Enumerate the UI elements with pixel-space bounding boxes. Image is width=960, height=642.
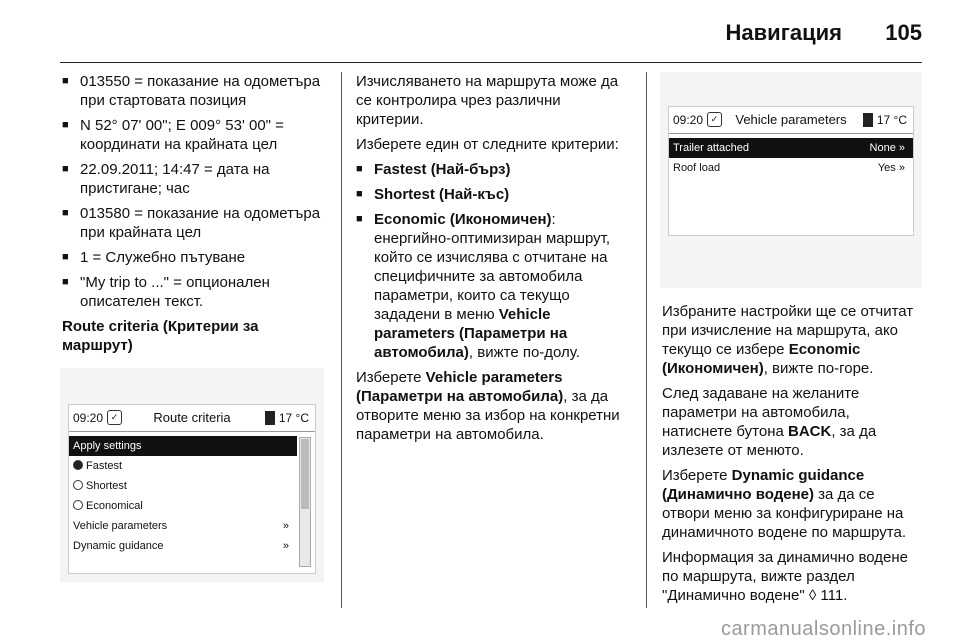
- section-heading: Route criteria (Критерии за маршрут): [62, 318, 259, 354]
- menu-item-label: Shortest: [86, 480, 127, 492]
- page-title: Навигация: [725, 20, 842, 45]
- bold-text: Vehicle parameters (Параметри на автомобила): [356, 369, 564, 405]
- menu-item-economical[interactable]: [69, 496, 297, 516]
- column-divider: [341, 72, 342, 608]
- column-1: [62, 72, 324, 361]
- route-criteria-screenshot: [60, 368, 324, 582]
- menu-item-apply-settings[interactable]: [69, 436, 297, 456]
- vehicle-parameters-screenshot: [660, 72, 922, 288]
- list-item: ■ Shortest (Най-къс): [356, 185, 632, 204]
- text: , вижте по-горе.: [763, 360, 874, 377]
- list-item: ■ 1 = Служебно пътуване: [62, 248, 324, 267]
- screen-title: Route criteria: [153, 410, 231, 425]
- list-item: ■ "My trip to ..." = опционален описателен текст.: [62, 273, 324, 311]
- menu-item-value: [870, 138, 905, 158]
- list-item: ■ 013580 = показание на одометъра при крайната цел: [62, 204, 324, 242]
- screen-title: Vehicle parameters: [735, 112, 847, 127]
- phone-icon: [863, 113, 873, 127]
- list-item: ■ 013550 = показание на одометъра при стартовата позиция: [62, 72, 324, 110]
- text: Информация за динамично водене по маршрута, вижте раздел "Динамично водене": [662, 549, 908, 604]
- temperature: [265, 411, 309, 425]
- menu-item-fastest[interactable]: [69, 456, 297, 476]
- text: Изберете: [662, 467, 728, 484]
- page-number: 105: [885, 20, 922, 45]
- watermark: carmanualsonline.info: [720, 618, 926, 640]
- text: , за да излезете от менюто.: [662, 423, 877, 459]
- list-item: [356, 210, 632, 362]
- text: , вижте по-долу.: [468, 344, 580, 361]
- paragraph: [662, 548, 924, 605]
- text: за да се отвори меню за конфигуриране на динамичното водене по маршрута.: [662, 486, 907, 541]
- menu-item-vehicle-parameters[interactable]: [69, 516, 297, 536]
- radio-icon: [73, 500, 83, 510]
- chevron-right-icon: »: [282, 520, 289, 532]
- header-rule: [60, 62, 922, 63]
- menu-item-label: Apply settings: [73, 440, 142, 452]
- temperature-text: 17 °C: [278, 411, 309, 425]
- bold-text: Economic (Икономичен): [374, 211, 552, 228]
- menu-item-label: Fastest: [86, 460, 123, 472]
- chevron-right-icon: »: [898, 142, 905, 154]
- text: : енергийно-оптимизиран маршрут, който се изчислява с отчитане на специфичните за автомобила параметри, които са текущо зададени в меню: [374, 211, 611, 323]
- page-reference[interactable]: 111.: [820, 587, 848, 604]
- column-divider: [646, 72, 647, 608]
- menu-item-shortest[interactable]: [69, 476, 297, 496]
- paragraph: Изчисляването на маршрута може да се контролира чрез различни критерии.: [356, 73, 619, 128]
- temperature-text: 17 °C: [876, 113, 907, 127]
- radio-selected-icon: [73, 460, 83, 470]
- scrollbar[interactable]: [299, 437, 311, 567]
- text: Изберете: [356, 369, 422, 386]
- menu-item-label: Economical: [86, 500, 143, 512]
- menu-item-trailer-attached[interactable]: [669, 138, 913, 158]
- list-item: ■ 22.09.2011; 14:47 = дата на пристигане; час: [62, 160, 324, 198]
- menu-item-label: Vehicle parameters: [73, 520, 168, 532]
- paragraph: [662, 466, 924, 542]
- clock-text: 09:20: [673, 113, 704, 127]
- page-header: [60, 18, 922, 54]
- phone-icon: [265, 411, 275, 425]
- menu-item-label: Roof load: [673, 162, 721, 174]
- chevron-right-icon: »: [898, 162, 905, 174]
- column-3: [662, 302, 924, 611]
- menu-item-dynamic-guidance[interactable]: [69, 536, 297, 556]
- list-item: ■ Fastest (Най-бърз): [356, 160, 632, 179]
- value-text: None: [869, 142, 896, 154]
- bold-text: BACK: [788, 423, 832, 440]
- status-bar: [69, 405, 315, 432]
- scrollbar-thumb[interactable]: [301, 439, 309, 509]
- status-bar: [669, 107, 913, 134]
- bold-text: Economic (Икономичен): [662, 341, 861, 377]
- menu-item-label: Dynamic guidance: [73, 540, 164, 552]
- trip-icon: ✓: [107, 410, 122, 425]
- radio-icon: [73, 480, 83, 490]
- bold-text: Vehicle parameters (Параметри на автомобила): [374, 306, 568, 361]
- paragraph: [356, 368, 632, 444]
- list-item: ■ N 52° 07' 00"; E 009° 53' 00" = координати на крайната цел: [62, 116, 324, 154]
- menu-item-label: Trailer attached: [673, 142, 750, 154]
- temperature: [863, 113, 907, 127]
- menu-item-roof-load[interactable]: [669, 158, 913, 178]
- text: , за да отворите меню за избор на конкретни параметри на автомобила.: [356, 388, 620, 443]
- chevron-right-icon: »: [282, 540, 289, 552]
- paragraph: Изберете един от следните критерии:: [356, 136, 619, 153]
- value-text: Yes: [877, 162, 896, 174]
- paragraph: [662, 302, 924, 378]
- menu-item-value: [878, 158, 905, 178]
- bold-text: Dynamic guidance (Динамично водене): [662, 467, 865, 503]
- trip-icon: ✓: [707, 112, 722, 127]
- clock-text: 09:20: [73, 411, 104, 425]
- page-ref-icon: ◊: [808, 587, 817, 604]
- text: След задаване на желаните параметри на автомобила, натиснете бутона: [662, 385, 860, 440]
- text: Избраните настройки ще се отчитат при изчисление на маршрута, ако текущо се избере: [662, 303, 914, 358]
- footer: [0, 612, 960, 642]
- column-2: [356, 72, 632, 450]
- paragraph: [662, 384, 924, 460]
